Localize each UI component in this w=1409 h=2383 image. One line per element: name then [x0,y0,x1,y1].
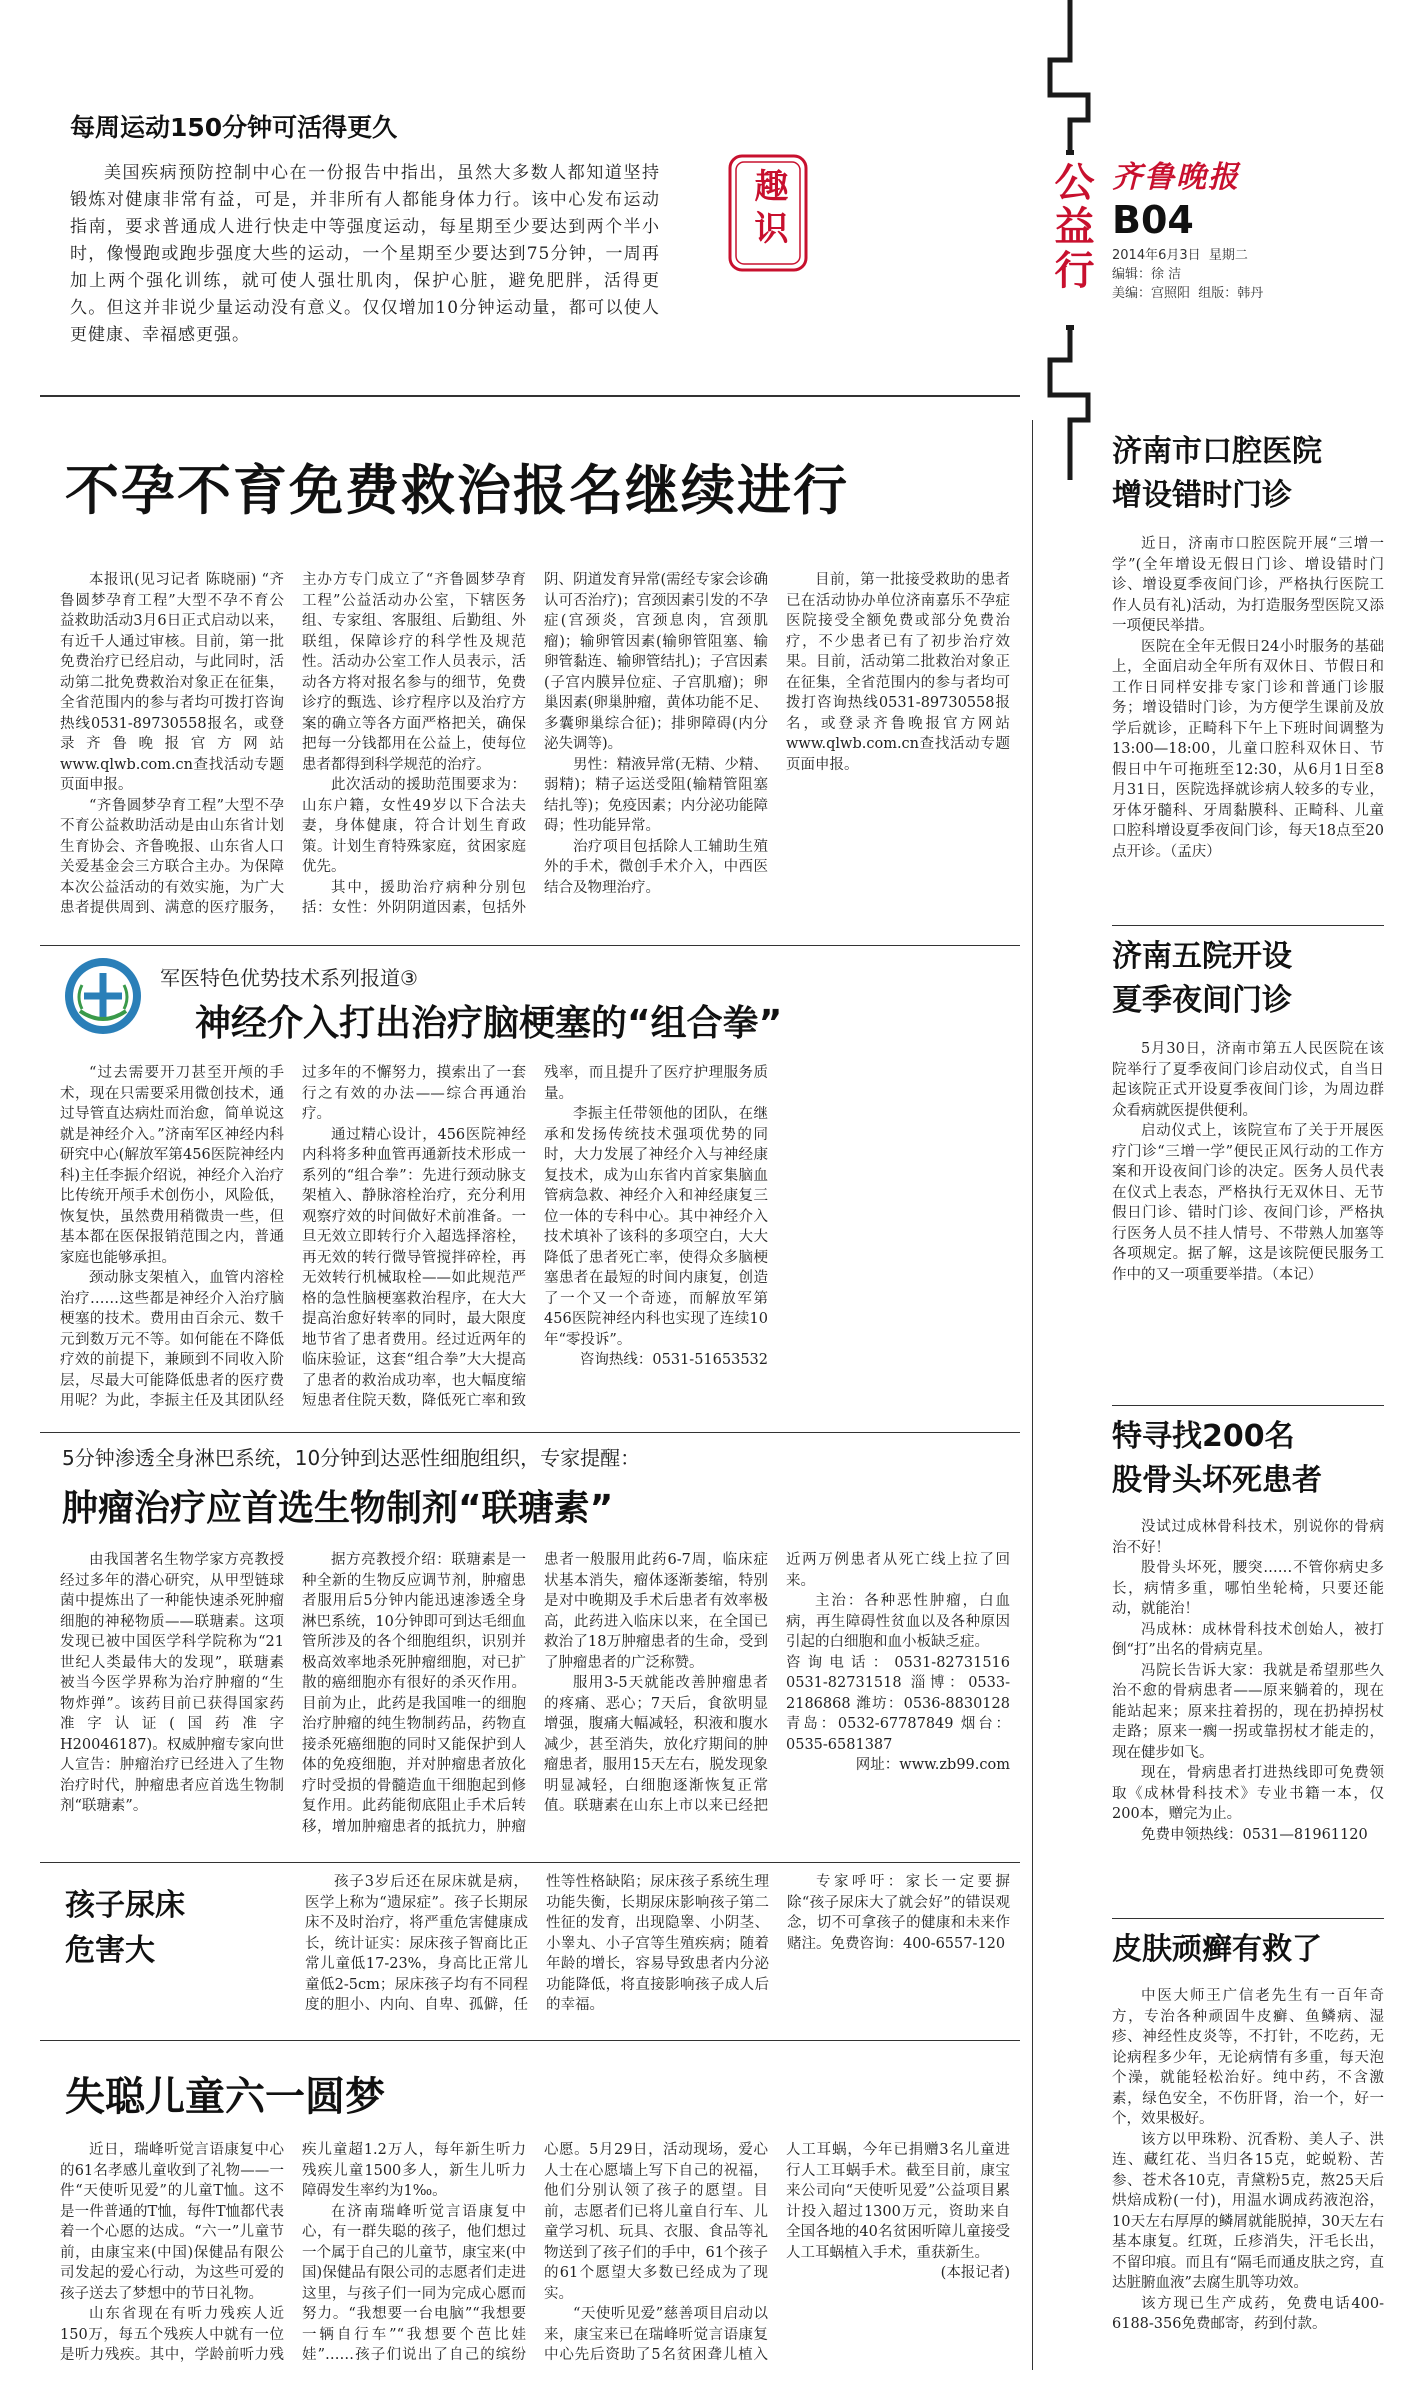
hotline: 咨询热线：0531-51653532 [579,1352,768,1368]
paragraph: 启动仪式上，该院宣布了关于开展医疗门诊“三增一学”便民正风行动的工作方案和开设夜间门诊的决定。医务人员代表在仪式上表态，严格执行无双休日、无节假日门诊、错时门诊、夜间门诊，严格执行医务人员不挂人情号、不带熟人加塞等各项规定。据了解，这是该院便民服务工作中的又一项重要举措。（本记） [1112,1123,1384,1283]
paragraph: 据方亮教授介绍：联瑭素是一种全新的生物反应调节剂，肿瘤患者服用后5分钟内能迅速渗透全身淋巴系统，10分钟即可到达毛细血管所涉及的各个细胞组织，识别并极高效率地杀死肿瘤细胞，对已扩散的癌细胞亦有很好的杀灭作用。目前为止，此药是我国唯一的细胞治疗肿瘤的纯生物制药品，药物直接杀死癌细胞的同时又能保护到人体的免疫细胞，并对肿瘤患者放化疗时受损的骨髓造血干细胞起到修复作用。此药能彻底阻止手术后转移，增加肿瘤患者的抵抗力，肿瘤患者一般服用此药6-7周，临床症状基本消失，瘤体逐渐萎缩，特别是对中晚期及手术后患者有效率极高，此药进入临床以来，在全国已救治了18万肿瘤患者的生命，受到了肿瘤患者的广泛称赞。 [302,1552,768,1835]
paragraph: 服用3-5天就能改善肿瘤患者的疼痛、恶心；7天后，食欲明显增强，腹痛大幅减轻，积液和腹水减少，甚至消失，放化疗期间的肿瘤患者，服用15天左右，脱发现象明显减轻，白细胞逐渐恢复正常值。联瑭素在山东上市以来已经把近两万例患者从死亡线上拉了回来。 [544,1552,1010,1814]
tumor-title: 肿瘤治疗应首选生物制剂“联瑭素” [62,1488,614,1529]
section-name-text: 公益行 [1048,161,1094,293]
paragraph: 目前，第一批接受救助的患者已在活动协办单位济南嘉乐不孕症医院接受全额免费或部分免费治疗，不少患者已有了初步治疗效果。目前，活动第二批救治对象正在征集，全省范围内的参与者均可拨打咨询热线0531-89730558报名，或登录齐鲁晚报官方网站www.qlwb.com.cn查找活动专题页面申报。 [786,572,1010,773]
paragraph: 此次活动的援助范围要求为：山东户籍，女性49岁以下合法夫妻，身体健康，符合计划生育政策。计划生育特殊家庭，贫困家庭优先。 [302,777,526,875]
proof-credit: 组版：韩丹 [1198,286,1264,301]
paragraph: 5月30日，济南市第五人民医院在该院举行了夏季夜间门诊启动仪式，自当日起该院正式开设夏季夜间门诊，为周边群众看病就医提供便利。 [1112,1041,1384,1119]
paragraph: 主治：各种恶性肿瘤，白血病，再生障碍性贫血以及各种原因引起的白细胞和血小板缺乏症。 [786,1593,1010,1650]
side-skin-title: 皮肤顽癣有救了 [1112,1932,1322,1967]
hospital-emblem-icon [62,955,144,1037]
paragraph: 山东省现在有听力残疾人近150万，每五个残疾人中就有一位是听力残疾。其中，学龄前听力残疾儿童超1.2万人，每年新生听力残疾儿童1500多人，新生儿听力障碍发生率约为1‰。 [60,2142,526,2363]
paragraph: 专家呼吁：家长一定要摒除“孩子尿床大了就会好”的错误观念，切不可拿孩子的健康和未来作赌注。免费咨询：400-6557-120 [787,1874,1010,1952]
paragraph: 医院在全年无假日24小时服务的基础上，全面启动全年所有双休日、节假日和工作日同样安排专家门诊和普通门诊服务；增设错时门诊，为方便学生课前及放学后就诊，正畸科下午上下班时间调整为13:00—18:00，儿童口腔科双休日、节假日中午可拖班至12:30，从6月1日至8月31日，医院选择就诊病人较多的专业，牙体牙髓科、牙周黏膜科、正畸科、儿童口腔科增设夏季夜间门诊，每天18点至20点开诊。（孟庆） [1112,638,1384,860]
divider [1112,1405,1384,1406]
issue-weekday: 星期二 [1208,248,1248,263]
exercise-title: 每周运动150分钟可活得更久 [70,113,398,142]
exercise-body: 美国疾病预防控制中心在一份报告中指出，虽然大多数人都知道坚持锻炼对健康非常有益，可是，并非所有人都能身体力行。该中心发布运动指南，要求普通成人进行快走中等强度运动，每星期至少要达到两个半小时，像慢跑或跑步强度大些的运动，一个星期至少要达到75分钟，一周再加上两个强化训练，就可使人强壮肌肉，保护心脏，避免肥胖，活得更久。但这并非说少量运动没有意义。仅仅增加10分钟运动量，都可以使人更健康、幸福感更强。 [70,163,660,345]
issue-date: 2014年6月3日 [1112,248,1201,263]
divider [1112,925,1384,926]
paragraph: 股骨头坏死，腰突……不管你病史多长，病情多重，哪怕坐轮椅，只要还能动，就能治！ [1112,1560,1384,1617]
editor-credit: 编辑：徐 洁 [1112,267,1182,282]
masthead-info [1112,246,1263,303]
paragraph: 近日，济南市口腔医院开展“三增一学”(全年增设无假日门诊、增设错时门诊、增设夏季夜间门诊，严格执行医院工作人员有礼)活动，为打造服务型医院又添一项便民举措。 [1112,536,1384,634]
paragraph: 在济南瑞峰听觉言语康复中心，有一群失聪的孩子，他们想过一个属于自己的儿童节，康宝来(中国)保健品有限公司的志愿者们走进这里，与孩子们一同为完成心愿而努力。“我想要一台电脑”“我想要一辆自行车”“我想要个芭比娃娃”……孩子们说出了自己的缤纷心愿。5月29日，活动现场，爱心人士在心愿墙上写下自己的祝福，他们分别认领了孩子的愿望。目前，志愿者们已将儿童自行车、儿童学习机、玩具、衣服、食品等礼物送到了孩子们的手中，61个孩子的61个愿望大多数已经成为了现实。 [302,2142,768,2363]
paragraph: 李振主任带领他的团队，在继承和发扬传统技术强项优势的同时，大力发展了神经介入与神经康复技术，成为山东省内首家集脑血管病急救、神经介入和神经康复三位一体的专科中心。其中神经介入技术填补了该科的多项空白，大大降低了患者死亡率，使得众多脑梗塞患者在最短的时间内康复，创造了一个又一个奇迹，而解放军第456医院神经内科也实现了连续10年“零投诉”。 [544,1106,768,1348]
paragraph: “过去需要开刀甚至开颅的手术，现在只需要采用微创技术，通过导管直达病灶而治愈，简单说这就是神经介入。”济南军区神经内科研究中心(解放军第456医院神经内科)主任李振介绍说，神经介入治疗比传统开颅手术创伤小，风险低，恢复快，虽然费用稍微贵一些，但基本都在医保报销范围之内，普通家庭也能够承担。 [60,1065,284,1266]
paragraph: 该方现已生产成药，免费电话400-6188-356免费邮寄，药到付款。 [1112,2295,1384,2332]
contact-phones: 咨询电话：0531-82731516 0531-82731518 淄博：0533-2186868 潍坊：0536-8830128 青岛：0532-67787849 烟台：0535-6581387 [786,1654,1010,1753]
side-fifth-title-line2: 夏季夜间门诊 [1112,983,1292,1018]
side-fifth-hospital [1112,935,1384,1404]
paragraph: 本报讯(见习记者 陈晓丽) “齐鲁圆梦孕育工程”大型不孕不育公益救助活动3月6日正式启动以来，有近千人通过审核。目前，第一批免费治疗已经启动，与此同时，活动第二批免费救治对象正在征集，全省范围内的参与者均可拨打咨询热线0531-89730558报名，或登录齐鲁晚报官方网站www.qlwb.com.cn查找活动专题页面申报。 [60,572,284,793]
right-column-divider [1032,420,1033,2370]
paragraph: 冯院长告诉大家：我就是希望那些久治不愈的骨病患者——原来躺着的，现在能站起来；原来拄着拐的，现在扔掉拐杖走路；原来一瘸一拐或靠拐杖才能走的，现在健步如飞。 [1112,1662,1384,1761]
website: 网址：www.zb99.com [855,1757,1010,1773]
side-dental [1112,430,1384,909]
hotline: 免费申领热线：0531—81961120 [1141,1826,1368,1843]
page-number: B04 [1112,198,1194,242]
side-bone-title-line2: 股骨头坏死患者 [1112,1463,1322,1498]
side-bone-title-line1: 特寻找200名 [1112,1419,1295,1454]
deaf-body [60,2140,1010,2370]
paragraph: 其中，援助治疗病种分别包括：女性：外阴阴道因素，包括外阴、阴道发育异常(需经专家会诊确认可否治疗)；宫颈因素引发的不孕症(宫颈炎，宫颈息肉，宫颈肌瘤)；输卵管因素(输卵管阻塞、输卵管黏连、输卵管结扎)；子宫因素(子宫内膜异位症、子宫肌瘤)；卵巢因素(卵巢肿瘤，黄体功能不足、多囊卵巢综合征)；排卵障碍(内分泌失调等)。 [302,572,768,916]
enuresis-title-line2: 危害大 [65,1933,155,1968]
designer-credit: 美编：宫照阳 [1112,286,1191,301]
divider [40,1432,1020,1433]
army-hospital-logo [62,955,144,1037]
side-dental-title-line2: 增设错时门诊 [1112,478,1292,513]
paragraph: 该方以甲珠粉、沉香粉、美人子、洪连、藏红花、当归各15克，蛇蜕粉、苦参、苍术各10克，青黛粉5克，熬25天后烘焙成粉(一付)，用温水调成药液泡浴，10天左右厚厚的鳞屑就能脱掉，30天左右基本康复。红斑，丘疹消失，汗毛长出，不留印痕。而且有“隔毛而通皮肤之窍，直达脏腑血液”去腐生肌等功效。 [1112,2131,1384,2291]
qu-shi-text: 趣识 [748,168,788,252]
paragraph: “天使听见爱”慈善项目启动以来，康宝来已在瑞峰听觉言语康复中心先后资助了5名贫困聋儿植入人工耳蜗，今年已捐赠3名儿童进行人工耳蜗手术。截至目前，康宝来公司向“天使听见爱”公益项目累计投入超过1300万元，资助来自全国各地的40名贫困听障儿童接受人工耳蜗植入手术，重获新生。 [544,2142,1010,2363]
enuresis-title-line1: 孩子尿床 [65,1888,185,1923]
paragraph: 由我国著名生物学家方亮教授经过多年的潜心研究，从甲型链球菌中提炼出了一种能快速杀死肿瘤细胞的神秘物质——联瑭素。这项发现已被中国医学科学院称为“21世纪人类最伟大的发现”，联瑭素被当今医学界称为治疗肿瘤的“生物炸弹”。该药目前已获得国家药准字认证(国药准字H20046187)。权威肿瘤专家向世人宣告：肿瘤治疗已经进入了生物治疗时代，肿瘤患者应首选生物制剂“联瑭素”。 [60,1552,284,1814]
divider [40,945,1020,946]
infertility-title: 不孕不育免费救治报名继续进行 [65,459,849,522]
divider [1112,1918,1384,1919]
paragraph: 孩子3岁后还在尿床就是病，医学上称为“遗尿症”。孩子长期尿床不及时治疗，将严重危害健康成长，统计证实：尿床孩子智商比正常儿童低17-23%，身高比正常儿童低2-5cm；尿床孩子均有不同程度的胆小、内向、自卑、孤僻，任性等性格缺陷；尿床孩子系统生理功能失衡，长期尿床影响孩子第二性征的发育，出现隐睾、小阴茎、小睾丸、小子宫等生殖疾病；随着年龄的增长，容易导致患者内分泌功能降低，将直接影响孩子成人后的幸福。 [305,1874,769,2013]
paragraph: 中医大师王广信老先生有一百年奇方，专治各种顽固牛皮癣、鱼鳞病、湿疹、神经性皮炎等，不打针，不吃药，无论病程多少年，无论病情有多重，每天泡个澡，就能轻松治好。纯中药，不含激素，绿色安全，不伤肝肾，治一个，好一个，效果极好。 [1112,1988,1384,2127]
divider [40,1862,1020,1863]
byline: (本报记者) [940,2265,1010,2281]
paragraph: 治疗项目包括除人工辅助生殖外的手术，微创手术介入，中西医结合及物理治疗。 [544,838,768,896]
infertility-body [60,570,1010,920]
side-dental-title-line1: 济南市口腔医院 [1112,434,1322,469]
paragraph: 颈动脉支架植入，血管内溶栓治疗……这些都是神经介入治疗脑梗塞的技术。费用由百余元、数千元到数万元不等。如何能在不降低疗效的前提下，兼顾到不同收入阶层，尽最大可能降低患者的医疗费用呢？为此，李振主任及其团队经过多年的不懈努力，摸索出了一套行之有效的办法——综合再通治疗。 [60,1065,526,1409]
deaf-title: 失聪儿童六一圆梦 [65,2074,385,2120]
divider [40,395,1020,397]
enuresis-body [305,1872,1010,2032]
qu-shi-badge [722,150,814,276]
paragraph: 近日，瑞峰听觉言语康复中心的61名孝感儿童收到了礼物——一件“天使听见爱”的儿童T恤。这不是一件普通的T恤，每件T恤都代表着一个心愿的达成。“六一”儿童节前，由康宝来(中国)保健品有限公司发起的爱心行动，为这些可爱的孩子送去了梦想中的节日礼物。 [60,2142,284,2302]
tumor-body [60,1550,1010,1855]
paragraph: 冯成林：成林骨科技术创始人，被打倒“打”出名的骨病克星。 [1112,1621,1384,1658]
stroke-series-label: 军医特色优势技术系列报道③ [160,966,418,990]
side-fifth-title-line1: 济南五院开设 [1112,939,1292,974]
side-bone [1112,1415,1384,1912]
paragraph: 男性：精液异常(无精、少精、弱精)；精子运送受阻(输精管阻塞结扎等)；免疫因素；内分泌功能障碍；性功能异常。 [544,756,768,834]
paragraph: “齐鲁圆梦孕育工程”大型不孕不育公益救助活动是由山东省计划生育协会、齐鲁晚报、山东省人口关爱基金会三方联合主办。为保障本次公益活动的有效实施，为广大患者提供周到、满意的医疗服务，主办方专门成立了“齐鲁圆梦孕育工程”公益活动办公室，下辖医务组、专家组、客服组、后勤组、外联组，保障诊疗的科学性及规范性。活动办公室工作人员表示，活动各方将对报名参与的细节，免费诊疗的甄选、诊疗程序以及治疗方案的确立等各方面严格把关，确保把每一分钱都用在公益上，使每位患者都得到科学规范的治疗。 [60,572,526,916]
tumor-kicker: 5分钟渗透全身淋巴系统，10分钟到达恶性细胞组织，专家提醒： [62,1446,641,1470]
stroke-title: 神经介入打出治疗脑梗塞的“组合拳” [195,1003,783,1044]
paragraph: 没试过成林骨科技术，别说你的骨病治不好！ [1112,1519,1384,1556]
stroke-body [60,1063,1010,1418]
paper-logo: 齐鲁晚报 [1112,160,1240,195]
paragraph: 通过精心设计，456医院神经内科将多种血管再通新技术形成一系列的“组合拳”：先进行颈动脉支架植入、静脉溶栓治疗，充分利用观察疗效的时间做好术前准备。一旦无效立即转行介入超选择溶栓，再无效的转行微导管搅拌碎栓，再无效转行机械取栓——如此规范严格的急性脑梗塞救治程序，在大大提高治愈好转率的同时，最大限度地节省了患者费用。经过近两年的临床验证，这套“组合拳”大大提高了患者的救治成功率，也大幅度缩短患者住院天数，降低死亡率和致残率，而且提升了医疗护理服务质量。 [302,1065,768,1409]
section-name [1049,155,1093,325]
paragraph: 现在，骨病患者打进热线即可免费领取《成林骨科技术》专业书籍一本，仅200本，赠完为止。 [1112,1765,1384,1822]
side-skin [1112,1928,1384,2381]
divider [40,2040,1020,2041]
